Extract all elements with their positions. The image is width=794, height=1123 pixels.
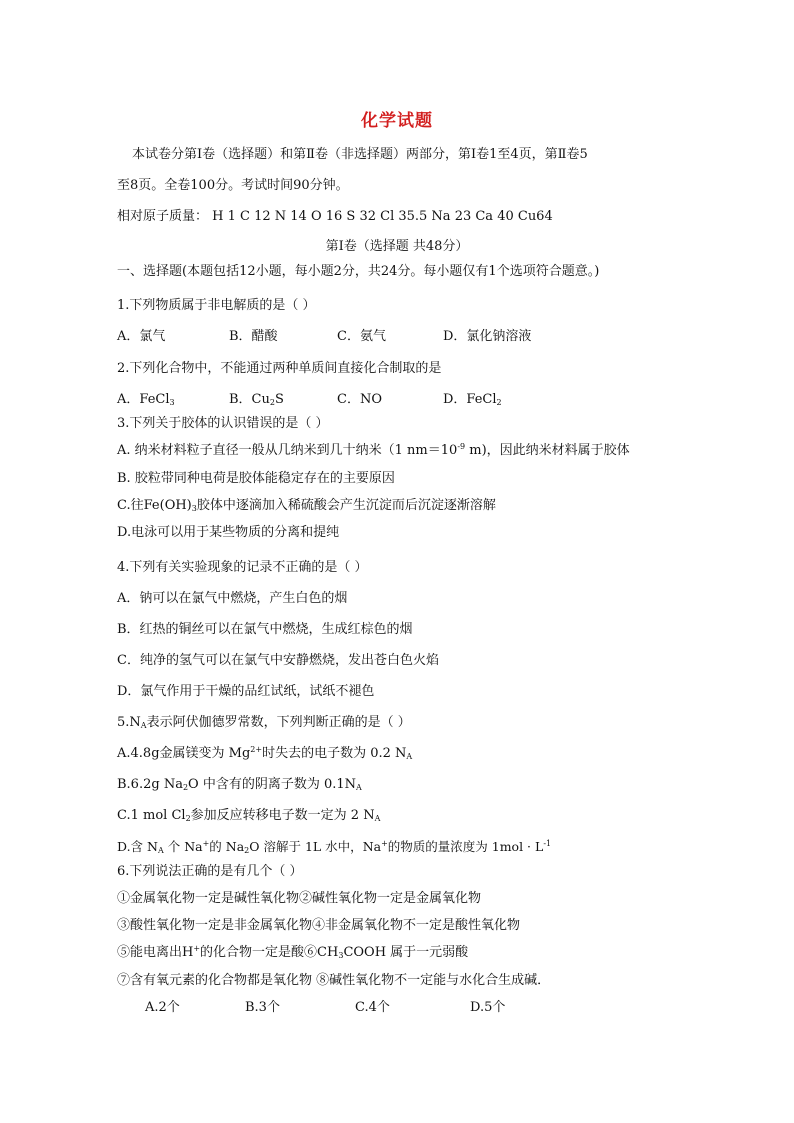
q2-stem: 2.下列化合物中，不能通过两种单质间直接化合制取的是 [117,361,442,376]
q6-statement-line-4: ⑦含有氧元素的化合物都是氧化物 ⑧碱性氧化物不一定能与水化合生成碱． [117,973,551,988]
q2-option-d: D．FeCl$_2$ [443,392,502,407]
q2-option-c: C．NO [337,392,382,407]
intro-line-2: 至8页。全卷100分。考试时间90分钟。 [117,178,349,193]
q4-stem: 4.下列有关实验现象的记录不正确的是（ ） [117,560,368,575]
q6-statement-line-2: ③酸性氧化物一定是非金属氧化物④非金属氧化物不一定是酸性氧化物 [117,918,521,933]
q2-options [117,391,502,409]
q1-option-d: D．氯化钠溶液 [443,329,532,344]
intro-line-1: 本试卷分第Ⅰ卷（选择题）和第Ⅱ卷（非选择题）两部分，第Ⅰ卷1至4页，第Ⅱ卷5 [132,147,588,162]
q1-option-c: C．氨气 [337,329,386,344]
q1-stem: 1.下列物质属于非电解质的是（ ） [117,298,316,313]
q3-option-b: B. 胶粒带同种电荷是胶体能稳定存在的主要原因 [117,471,395,486]
section-title: 第Ⅰ卷（选择题 共48分） [325,239,469,254]
q5-option-a: A.4.8g金属镁变为 $Mg^{2+}$时失去的电子数为 0.2 $N_A$ [117,745,413,761]
q5-option-b: B.6.2g $Na_2O$ 中含有的阴离子数为 $0.1N_A$ [117,777,362,792]
q6-statement-line-1: ①金属氧化物一定是碱性氧化物②碱性氧化物一定是金属氧化物 [117,891,482,906]
q6-option-b: B.3个 [245,1000,280,1015]
q5-option-d: D.含 $N_A$ 个 Na+的 $Na_2O$ 溶解于 1L 水中，Na+的物质的量浓度为 $1mol \cdot L^{-1}$ [117,839,552,855]
q6-option-c: C.4个 [355,1000,390,1015]
q6-option-d: D.5个 [470,1000,506,1015]
q3-stem: 3.下列关于胶体的认识错误的是（ ） [117,416,329,431]
q4-option-a: A．钠可以在氯气中燃烧，产生白色的烟 [117,591,348,606]
q5-option-c: C.1 mol $Cl_2$参加反应转移电子数一定为 2 $N_A$ [117,808,381,823]
q4-option-b: B．红热的铜丝可以在氯气中燃烧，生成红棕色的烟 [117,622,413,637]
q6-statement-line-3: ⑤能电离出H+的化合物一定是酸$⑥CH_3COOH$ 属于一元弱酸 [117,944,469,960]
atomic-mass-line: 相对原子质量： H 1 C 12 N 14 O 16 S 32 Cl 35.5 Na 23 Ca 40 Cu64 [117,209,553,224]
q6-options [145,999,505,1017]
q3-option-d: D.电泳可以用于某些物质的分离和提纯 [117,525,340,540]
q3-option-c: C.往$Fe(OH)_3$胶体中逐滴加入稀硫酸会产生沉淀而后沉淀逐渐溶解 [117,498,496,513]
q1-options [117,328,531,346]
q6-stem: 6.下列说法正确的是有几个（ ） [117,864,303,879]
q3-option-a: A. 纳米材料粒子直径一般从几纳米到几十纳米（1 $nm=10^{-9}$ m)，因此纳米材料属于胶体 [117,442,630,458]
q2-option-b: B．$Cu_2S$ [229,392,284,407]
q4-option-c: C．纯净的氢气可以在氯气中安静燃烧，发出苍白色火焰 [117,653,439,668]
q1-option-a: A．氯气 [117,329,166,344]
q2-option-a: A．FeCl$_3$ [117,392,175,407]
q1-option-b: B．醋酸 [229,329,278,344]
section-instruction: 一、选择题(本题包括12小题，每小题2分，共24分。每小题仅有1个选项符合题意。) [117,264,600,279]
page-title: 化学试题 [361,111,433,131]
q4-option-d: D．氯气作用于干燥的品红试纸，试纸不褪色 [117,684,375,699]
q5-stem: $5.N_A$表示阿伏伽德罗常数，下列判断正确的是（ ） [117,715,411,730]
q6-option-a: A.2个 [145,1000,180,1015]
